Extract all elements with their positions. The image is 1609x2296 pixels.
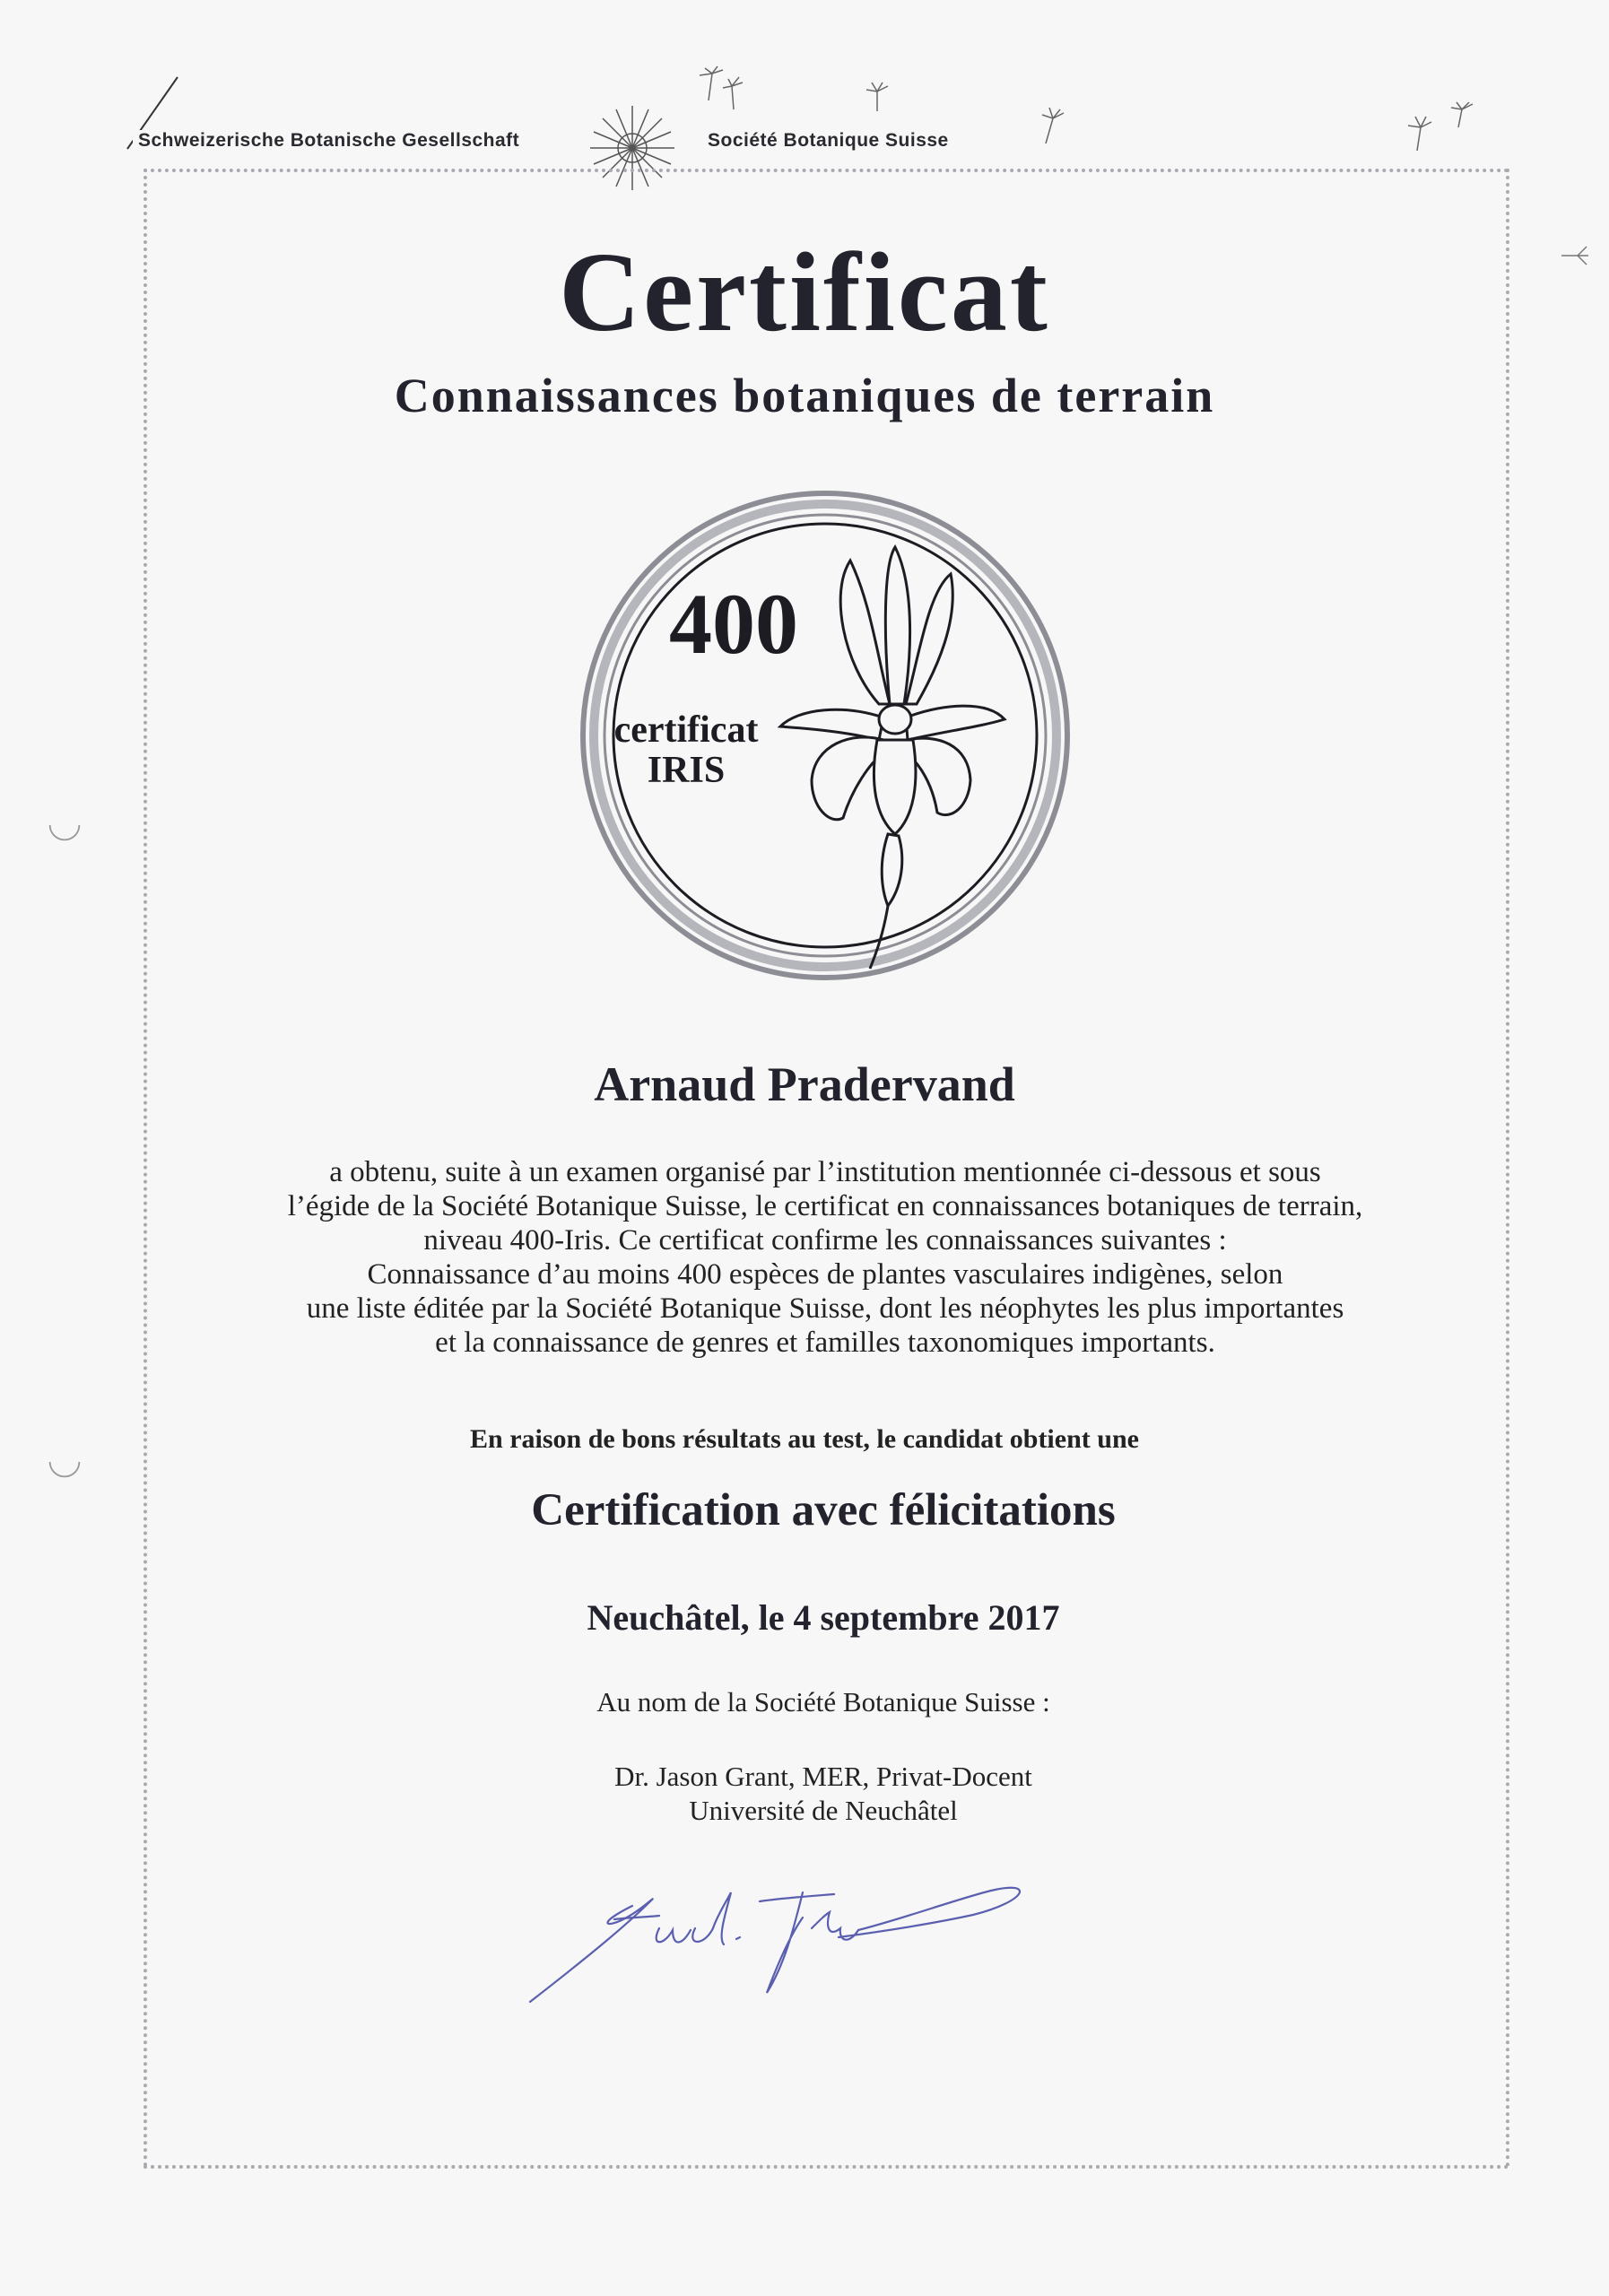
- seed-fluff-icon: [1033, 106, 1069, 147]
- result-title: Certification avec félicitations: [531, 1485, 1116, 1535]
- issue-date: Neuchâtel, le 4 septembre 2017: [587, 1597, 1060, 1638]
- body-line: et la connaissance de genres et familles taxonomiques importants.: [435, 1326, 1215, 1359]
- page-subtitle: Connaissances botaniques de terrain: [394, 369, 1215, 422]
- signer-name: Dr. Jason Grant, MER, Privat-Docent: [614, 1761, 1032, 1792]
- emblem-label: certificat: [613, 709, 759, 751]
- handwritten-signature: [525, 1874, 1045, 2009]
- emblem-name: IRIS: [647, 750, 726, 791]
- recipient-name: Arnaud Pradervand: [594, 1057, 1015, 1111]
- header-society-german: Schweizerische Botanische Gesellschaft: [133, 130, 525, 152]
- emblem-number: 400: [669, 576, 798, 672]
- body-line: une liste éditée par la Société Botanique Suisse, dont les néophytes les plus importantes: [306, 1292, 1344, 1325]
- seed-fluff-icon: [1399, 100, 1480, 154]
- certificate-body: [224, 1155, 1426, 1360]
- body-line: a obtenu, suite à un examen organisé par l’institution mentionnée ci-dessous et sous: [329, 1156, 1321, 1188]
- seed-fluff-icon: [691, 65, 753, 118]
- result-intro: En raison de bons résultats au test, le candidat obtient une: [470, 1424, 1139, 1454]
- header-society-french: Société Botanique Suisse: [702, 130, 954, 152]
- body-line: niveau 400-Iris. Ce certificat confirme les connaissances suivantes :: [423, 1224, 1227, 1257]
- signer-institution: Université de Neuchâtel: [689, 1795, 958, 1826]
- body-line: Connaissance d’au moins 400 espèces de plantes vasculaires indigènes, selon: [367, 1258, 1283, 1291]
- punch-hole: [47, 807, 83, 843]
- seed-fluff-icon: [859, 79, 895, 115]
- page-title: Certificat: [559, 230, 1050, 355]
- on-behalf-line: Au nom de la Société Botanique Suisse :: [596, 1686, 1050, 1718]
- signer-block: [0, 1760, 1609, 1828]
- body-line: l’égide de la Société Botanique Suisse, le certificat en connaissances botaniques de terrain,: [287, 1190, 1363, 1222]
